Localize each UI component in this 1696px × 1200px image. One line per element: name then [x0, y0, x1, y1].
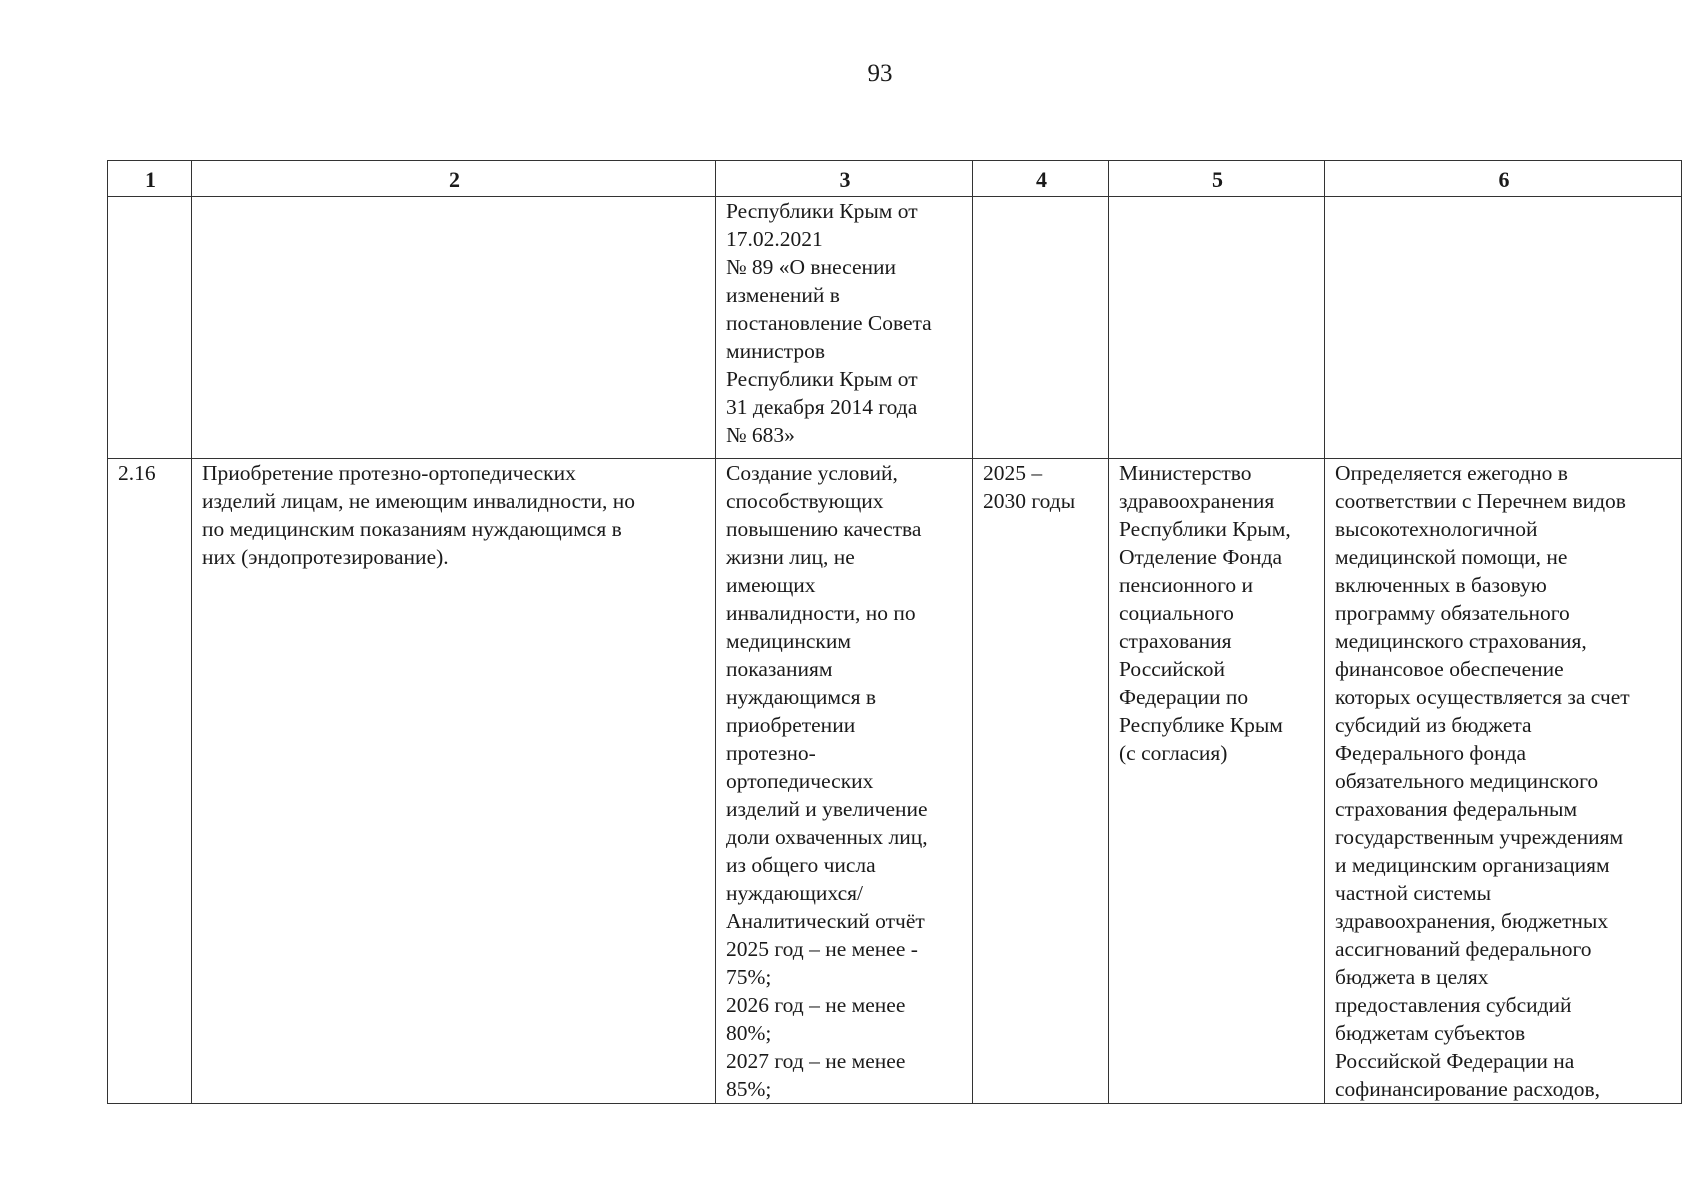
expected-result-cell: Республики Крым от 17.02.2021 № 89 «О внесении изменений в постановление Совета министров Республики Крым от 31 декабря 2014 года № 683» — [716, 197, 973, 459]
row-number-cell — [108, 197, 192, 459]
header-col-2: 2 — [192, 161, 716, 197]
measure-description-cell: Приобретение протезно-ортопедических изделий лицам, не имеющим инвалидности, но по медицинским показаниям нуждающимся в них (эндопротезирование). — [192, 459, 716, 1104]
table-row — [108, 459, 1682, 1104]
header-col-1: 1 — [108, 161, 192, 197]
header-col-4: 4 — [973, 161, 1109, 197]
table-row — [108, 197, 1682, 459]
header-col-6: 6 — [1325, 161, 1682, 197]
executor-cell — [1109, 197, 1325, 459]
row-number-cell: 2.16 — [108, 459, 192, 1104]
header-col-3: 3 — [716, 161, 973, 197]
measure-description-cell — [192, 197, 716, 459]
period-cell: 2025 – 2030 годы — [973, 459, 1109, 1104]
financing-cell: Определяется ежегодно в соответствии с Перечнем видов высокотехнологичной медицинской помощи, не включенных в базовую программу обязательного медицинского страхования, финансовое обеспечение которых осуществляется за счет субсидий из бюджета Федерального фонда обязательного медицинского страхования федеральным государственным учреждениям и медицинским организациям частной системы здравоохранения, бюджетных ассигнований федерального бюджета в целях предоставления субсидий бюджетам субъектов Российской Федерации на софинансирование расходов, — [1325, 459, 1682, 1104]
expected-result-cell: Создание условий, способствующих повышению качества жизни лиц, не имеющих инвалидности, но по медицинским показаниям нуждающимся в приобретении протезно- ортопедических изделий и увеличение доли охваченных лиц, из общего числа нуждающихся/ Аналитический отчёт 2025 год – не менее - 75%; 2026 год – не менее 80%; 2027 год – не менее 85%; — [716, 459, 973, 1104]
header-row — [108, 161, 1682, 197]
measures-table — [107, 160, 1682, 1104]
financing-cell — [1325, 197, 1682, 459]
executor-cell: Министерство здравоохранения Республики Крым, Отделение Фонда пенсионного и социального страхования Российской Федерации по Республике Крым (с согласия) — [1109, 459, 1325, 1104]
header-col-5: 5 — [1109, 161, 1325, 197]
page-number: 93 — [867, 60, 893, 87]
period-cell — [973, 197, 1109, 459]
